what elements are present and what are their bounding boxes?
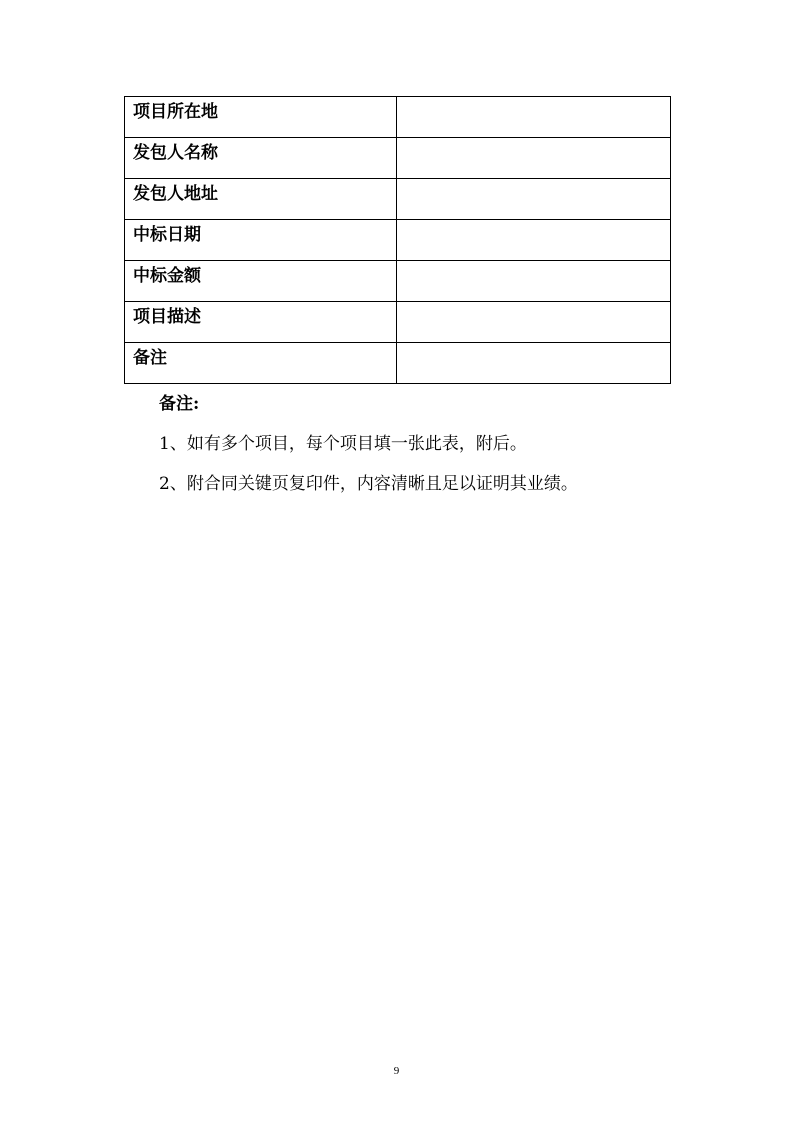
project-info-table: [124, 96, 671, 384]
label-cell: [125, 220, 397, 261]
row-label-project-description: 项目描述: [133, 307, 201, 327]
table-row: [125, 179, 671, 220]
label-cell: [125, 261, 397, 302]
value-cell-project-description: [397, 302, 671, 343]
table-row: [125, 138, 671, 179]
row-label-award-amount: 中标金额: [133, 266, 201, 286]
table-row: [125, 97, 671, 138]
note-item-2: 2、附合同关键页复印件，内容清晰且足以证明其业绩。: [159, 474, 578, 494]
label-cell: [125, 179, 397, 220]
table-row: [125, 261, 671, 302]
table-row: [125, 220, 671, 261]
value-cell-project-location: [397, 97, 671, 138]
table-row: [125, 343, 671, 384]
row-label-employer-name: 发包人名称: [133, 143, 218, 163]
row-label-remarks: 备注: [133, 348, 167, 368]
value-cell-remarks: [397, 343, 671, 384]
note-item-1: 1、如有多个项目，每个项目填一张此表，附后。: [159, 434, 527, 454]
row-label-project-location: 项目所在地: [133, 102, 218, 122]
value-cell-award-date: [397, 220, 671, 261]
value-cell-award-amount: [397, 261, 671, 302]
label-cell: [125, 343, 397, 384]
page-number: 9: [393, 1065, 400, 1077]
value-cell-employer-name: [397, 138, 671, 179]
row-label-award-date: 中标日期: [133, 225, 201, 245]
table-row: [125, 302, 671, 343]
value-cell-employer-address: [397, 179, 671, 220]
label-cell: [125, 97, 397, 138]
notes-title: 备注:: [159, 394, 200, 414]
notes-section: [159, 392, 679, 496]
label-cell: [125, 138, 397, 179]
row-label-employer-address: 发包人地址: [133, 184, 218, 204]
label-cell: [125, 302, 397, 343]
